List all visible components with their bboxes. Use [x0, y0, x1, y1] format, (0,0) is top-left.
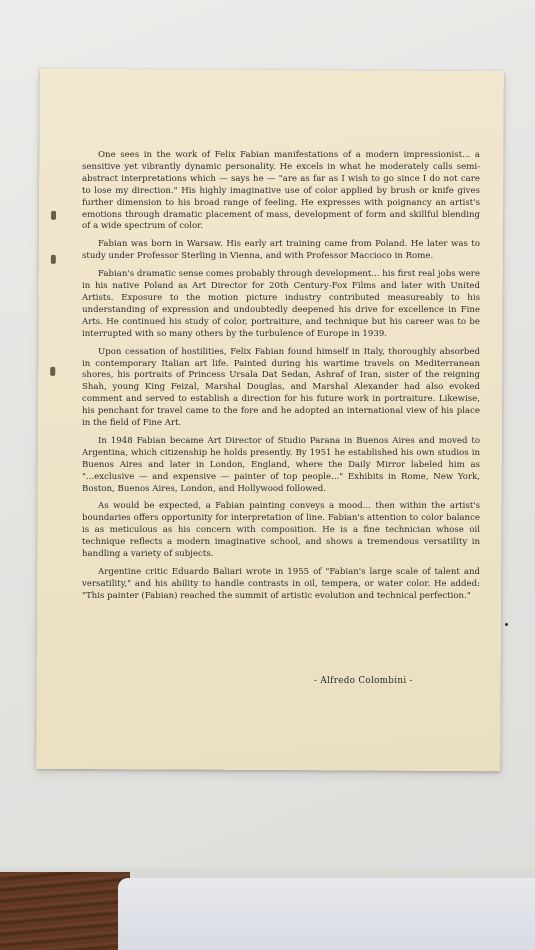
paragraph-career: Fabian's dramatic sense comes probably through development... his first real jobs were in his native Poland as Art Director for 20th Century-Fox Films and later with United Artists. Exposure to the motion picture industry contributed measureably to his understanding of expression and undoubtedly deepened his drive for excellence in Fine Arts. He continued his study of color, portraiture, and technique but his career was to be interrupted with so many others by the turbulence of Europe in 1939. [82, 269, 480, 339]
cloth-background [118, 878, 535, 950]
paragraph-birth: Fabian was born in Warsaw. His early art training came from Poland. He later was to study under Professor Sterling in Vienna, and with Professor Maccioco in Rome. [82, 239, 480, 262]
paragraph-critic: Argentine critic Eduardo Baliari wrote in 1955 of "Fabian's large scale of talent and versatility," and his ability to handle contrasts in oil, tempera, or water color. He added: "This painter (Fabian) reached the summit of artistic evolution and technical perfection." [82, 567, 480, 601]
binding-hole-mark [50, 367, 55, 376]
paragraph-intro: One sees in the work of Felix Fabian manifestations of a modern impressionist... a sensitive yet vibrantly dynamic personality. He excels in what he moderately calls semi-abstract interpretations which — says he — "are as far as I wish to go since I do not care to lose my direction." His highly imaginative use of color applied by brush or knife gives further dimension to his broad range of feeling. He expresses with poignancy an artist's emotions through dramatic placement of mass, development of form and skillful blending of a wide spectrum of color. [82, 150, 480, 232]
binding-hole-mark [51, 211, 56, 220]
paragraph-style: As would be expected, a Fabian painting conveys a mood... then within the artist's boundaries offers opportunity for interpretation of line. Fabian's attention to color balance is as meticulous as his concern with composition. He is a fine technician whose oil technique reflects a modern imaginative school, and shows a tremendous versatility in handling a variety of subjects. [82, 501, 480, 560]
paragraph-argentina: In 1948 Fabian became Art Director of Studio Parana in Buenos Aires and moved to Argentina, which citizenship he holds presently. By 1951 he established his own studios in Buenos Aires and later in London, England, where the Daily Mirror labeled him as "...exclusive — and expensive — painter of top people..." Exhibits in Rome, New York, Boston, Buenos Aires, London, and Hollywood followed. [82, 435, 480, 494]
biography-text [82, 150, 480, 609]
stray-dot [505, 623, 508, 626]
binding-hole-mark [51, 255, 56, 264]
author-signature: - Alfredo Colombini - [314, 676, 413, 686]
paragraph-italy: Upon cessation of hostilities, Felix Fabian found himself in Italy, thoroughly absorbed in contemporary Italian art life. Painted during his wartime travels on Mediterranean shores, his portraits of Princess Ursala Dat Sedan, Ashraf of Iran, sister of the reigning Shah, young King Feizal, Marshal Douglas, and Marshal Alexander had also evoked comment and served to establish a direction for his future work in portraiture. Likewise, his penchant for travel came to the fore and he adopted an international view of his place in the field of Fine Art. [82, 346, 480, 429]
wooden-table-edge [0, 872, 130, 950]
